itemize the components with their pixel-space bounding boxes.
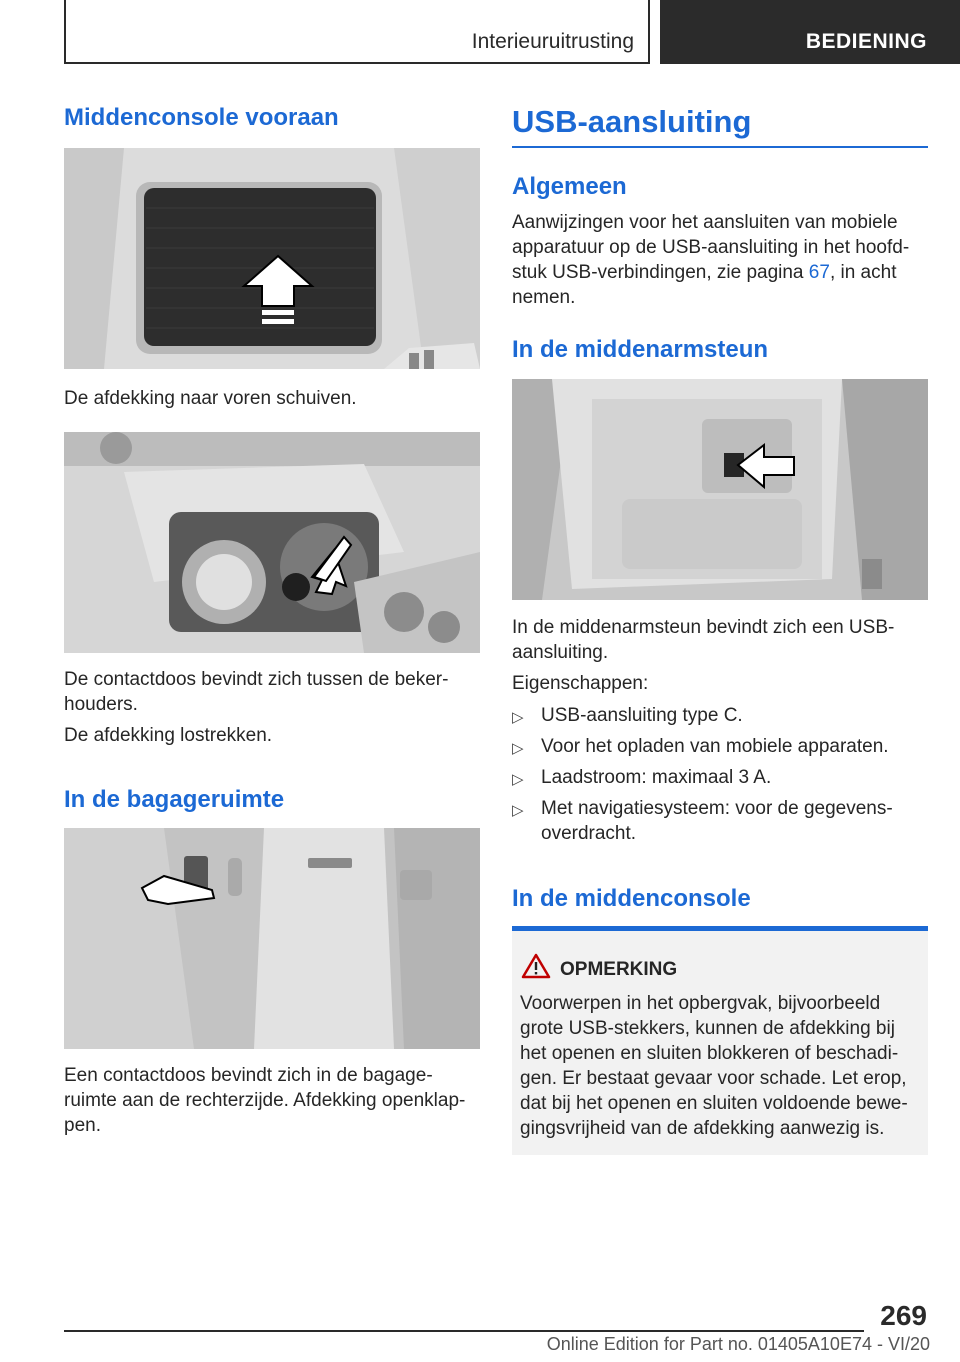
header-chapter-box bbox=[660, 0, 960, 64]
notice-title: OPMERKING bbox=[560, 959, 678, 980]
footer-edition: Online Edition for Part no. 01405A10E74 - VI/20 bbox=[546, 1334, 930, 1354]
bullet-triangle-icon: ▷ bbox=[512, 709, 524, 726]
bullet-triangle-icon: ▷ bbox=[512, 740, 524, 757]
properties-label: Eigenschappen: bbox=[512, 673, 649, 694]
list-item: ▷ Voor het opladen van mobiele apparaten. bbox=[512, 734, 928, 759]
title-underline bbox=[512, 146, 928, 148]
subheading-armrest: In de middenarmsteun bbox=[512, 336, 769, 363]
caption-trunk-socket: Een contactdoos bevindt zich in de bagage-ruimte aan de rechterzijde. Afdekking openklap-pen. bbox=[64, 1065, 466, 1136]
notice-box bbox=[512, 926, 928, 1155]
general-paragraph bbox=[512, 210, 928, 310]
armrest-paragraph: In de middenarmsteun bevindt zich een USB-aansluiting. bbox=[512, 617, 895, 663]
header-section-box bbox=[64, 0, 650, 64]
header-section-title: Interieuruitrusting bbox=[471, 30, 634, 53]
caption-socket-location: De contactdoos bevindt zich tussen de beker-houders. bbox=[64, 669, 449, 715]
general-text-end: , in acht nemen. bbox=[512, 262, 897, 308]
page-title-usb: USB-aansluiting bbox=[512, 104, 752, 139]
bullet-triangle-icon: ▷ bbox=[512, 771, 524, 788]
figure-console-cover bbox=[64, 148, 480, 369]
general-text: Aanwijzingen voor het aansluiten van mobiele apparatuur op de USB-aansluiting in het hoofd-stuk USB-verbindingen, zie pagina bbox=[512, 212, 910, 283]
caption-pull-cover: De afdekking lostrekken. bbox=[64, 725, 273, 746]
list-item: ▷ Met navigatiesysteem: voor de gegevens-overdracht. bbox=[512, 798, 893, 844]
list-item: ▷ Laadstroom: maximaal 3 A. bbox=[512, 765, 928, 790]
warning-icon bbox=[521, 953, 551, 979]
subheading-center-console: In de middenconsole bbox=[512, 885, 751, 912]
footer-divider bbox=[64, 1330, 864, 1332]
list-item: ▷ USB-aansluiting type C. bbox=[512, 703, 928, 728]
properties-list bbox=[512, 703, 928, 852]
figure-cupholders bbox=[64, 432, 480, 653]
figure-armrest-usb bbox=[512, 379, 928, 600]
page-link[interactable]: 67 bbox=[808, 262, 830, 283]
page-number: 269 bbox=[880, 1300, 927, 1331]
section-title-console-front: Middenconsole vooraan bbox=[64, 104, 339, 131]
section-title-trunk: In de bagageruimte bbox=[64, 786, 285, 813]
notice-text: Voorwerpen in het opbergvak, bijvoorbeeld grote USB-stekkers, kunnen de afdekking bij het openen en sluiten blokkeren of beschadi-gen. Er bestaat gevaar voor schade. Let erop, dat bij het openen en sluiten voldoende bewe-gingsvrijheid van de afdekking aanwezig is. bbox=[520, 993, 908, 1139]
subheading-general: Algemeen bbox=[512, 173, 627, 200]
bullet-triangle-icon: ▷ bbox=[512, 802, 524, 819]
header-chapter-title: BEDIENING bbox=[805, 30, 927, 53]
caption-slide-cover: De afdekking naar voren schuiven. bbox=[64, 388, 357, 409]
figure-trunk-socket bbox=[64, 828, 480, 1049]
